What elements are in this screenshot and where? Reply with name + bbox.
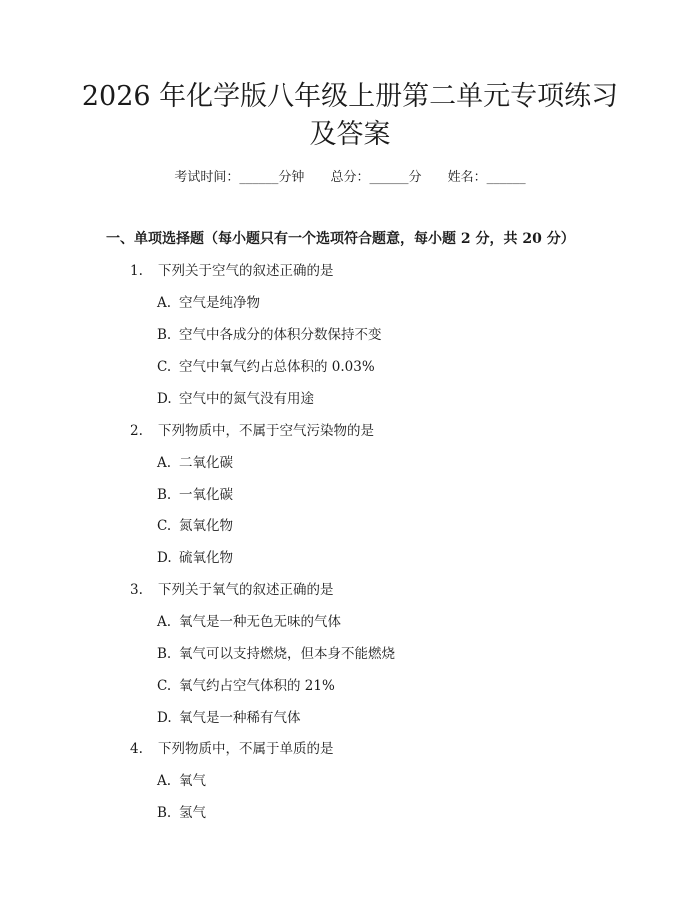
option-letter: B. [157, 646, 172, 662]
question-3-option-d [157, 708, 301, 728]
question-3 [130, 580, 334, 600]
title-line-1: 2026 年化学版八年级上册第二单元专项练习 [81, 81, 619, 112]
question-4 [130, 739, 334, 759]
question-3-option-c [157, 676, 335, 696]
option-text: 氢气 [179, 805, 206, 821]
question-number: 2. [130, 423, 143, 439]
option-text: 二氧化碳 [179, 455, 233, 471]
question-4-option-a [157, 771, 206, 791]
option-letter: A. [157, 455, 172, 471]
option-letter: B. [157, 327, 172, 343]
question-text: 下列关于氧气的叙述正确的是 [158, 582, 334, 598]
option-letter: C. [157, 359, 172, 375]
option-letter: A. [157, 773, 172, 789]
option-letter: D. [157, 710, 172, 726]
option-text: 空气中氧气约占总体积的 0.03% [179, 359, 375, 375]
document-title [60, 78, 640, 154]
option-letter: C. [157, 678, 172, 694]
option-text: 氧气是一种无色无味的气体 [179, 614, 341, 630]
option-letter: B. [157, 805, 172, 821]
question-3-option-a [157, 612, 341, 632]
exam-info [0, 168, 700, 188]
question-1-option-d [157, 389, 314, 409]
option-text: 一氧化碳 [179, 487, 233, 503]
option-letter: D. [157, 391, 172, 407]
option-text: 空气是纯净物 [179, 295, 260, 311]
question-2-option-d [157, 548, 233, 568]
question-text: 下列物质中，不属于单质的是 [158, 741, 334, 757]
option-text: 氧气 [179, 773, 206, 789]
question-2-option-a [157, 453, 233, 473]
question-number: 4. [130, 741, 143, 757]
option-letter: B. [157, 487, 172, 503]
option-text: 氧气可以支持燃烧，但本身不能燃烧 [179, 646, 395, 662]
question-2-option-c [157, 516, 233, 536]
question-text: 下列关于空气的叙述正确的是 [158, 263, 334, 279]
title-line-2: 及答案 [309, 119, 391, 150]
exam-time: 考试时间：______分钟 [174, 170, 305, 185]
question-4-option-b [157, 803, 206, 823]
question-number: 1. [130, 263, 143, 279]
question-3-option-b [157, 644, 395, 664]
question-2-option-b [157, 485, 233, 505]
option-text: 硫氧化物 [179, 550, 233, 566]
option-text: 氧气是一种稀有气体 [179, 710, 301, 726]
question-2 [130, 421, 374, 441]
question-1-option-b [157, 325, 382, 345]
option-letter: D. [157, 550, 172, 566]
question-text: 下列物质中，不属于空气污染物的是 [158, 423, 374, 439]
student-name: 姓名：______ [447, 170, 526, 185]
option-text: 氮氧化物 [179, 518, 233, 534]
option-letter: A. [157, 295, 172, 311]
question-1 [130, 261, 334, 281]
option-text: 空气中的氮气没有用途 [179, 391, 314, 407]
question-number: 3. [130, 582, 143, 598]
question-1-option-a [157, 293, 260, 313]
question-1-option-c [157, 357, 375, 377]
exam-score: 总分：______分 [330, 170, 422, 185]
option-text: 空气中各成分的体积分数保持不变 [179, 327, 382, 343]
option-text: 氧气约占空气体积的 21% [179, 678, 335, 694]
section-heading: 一、单项选择题（每小题只有一个选项符合题意，每小题 2 分，共 20 分） [106, 231, 575, 247]
option-letter: C. [157, 518, 172, 534]
option-letter: A. [157, 614, 172, 630]
